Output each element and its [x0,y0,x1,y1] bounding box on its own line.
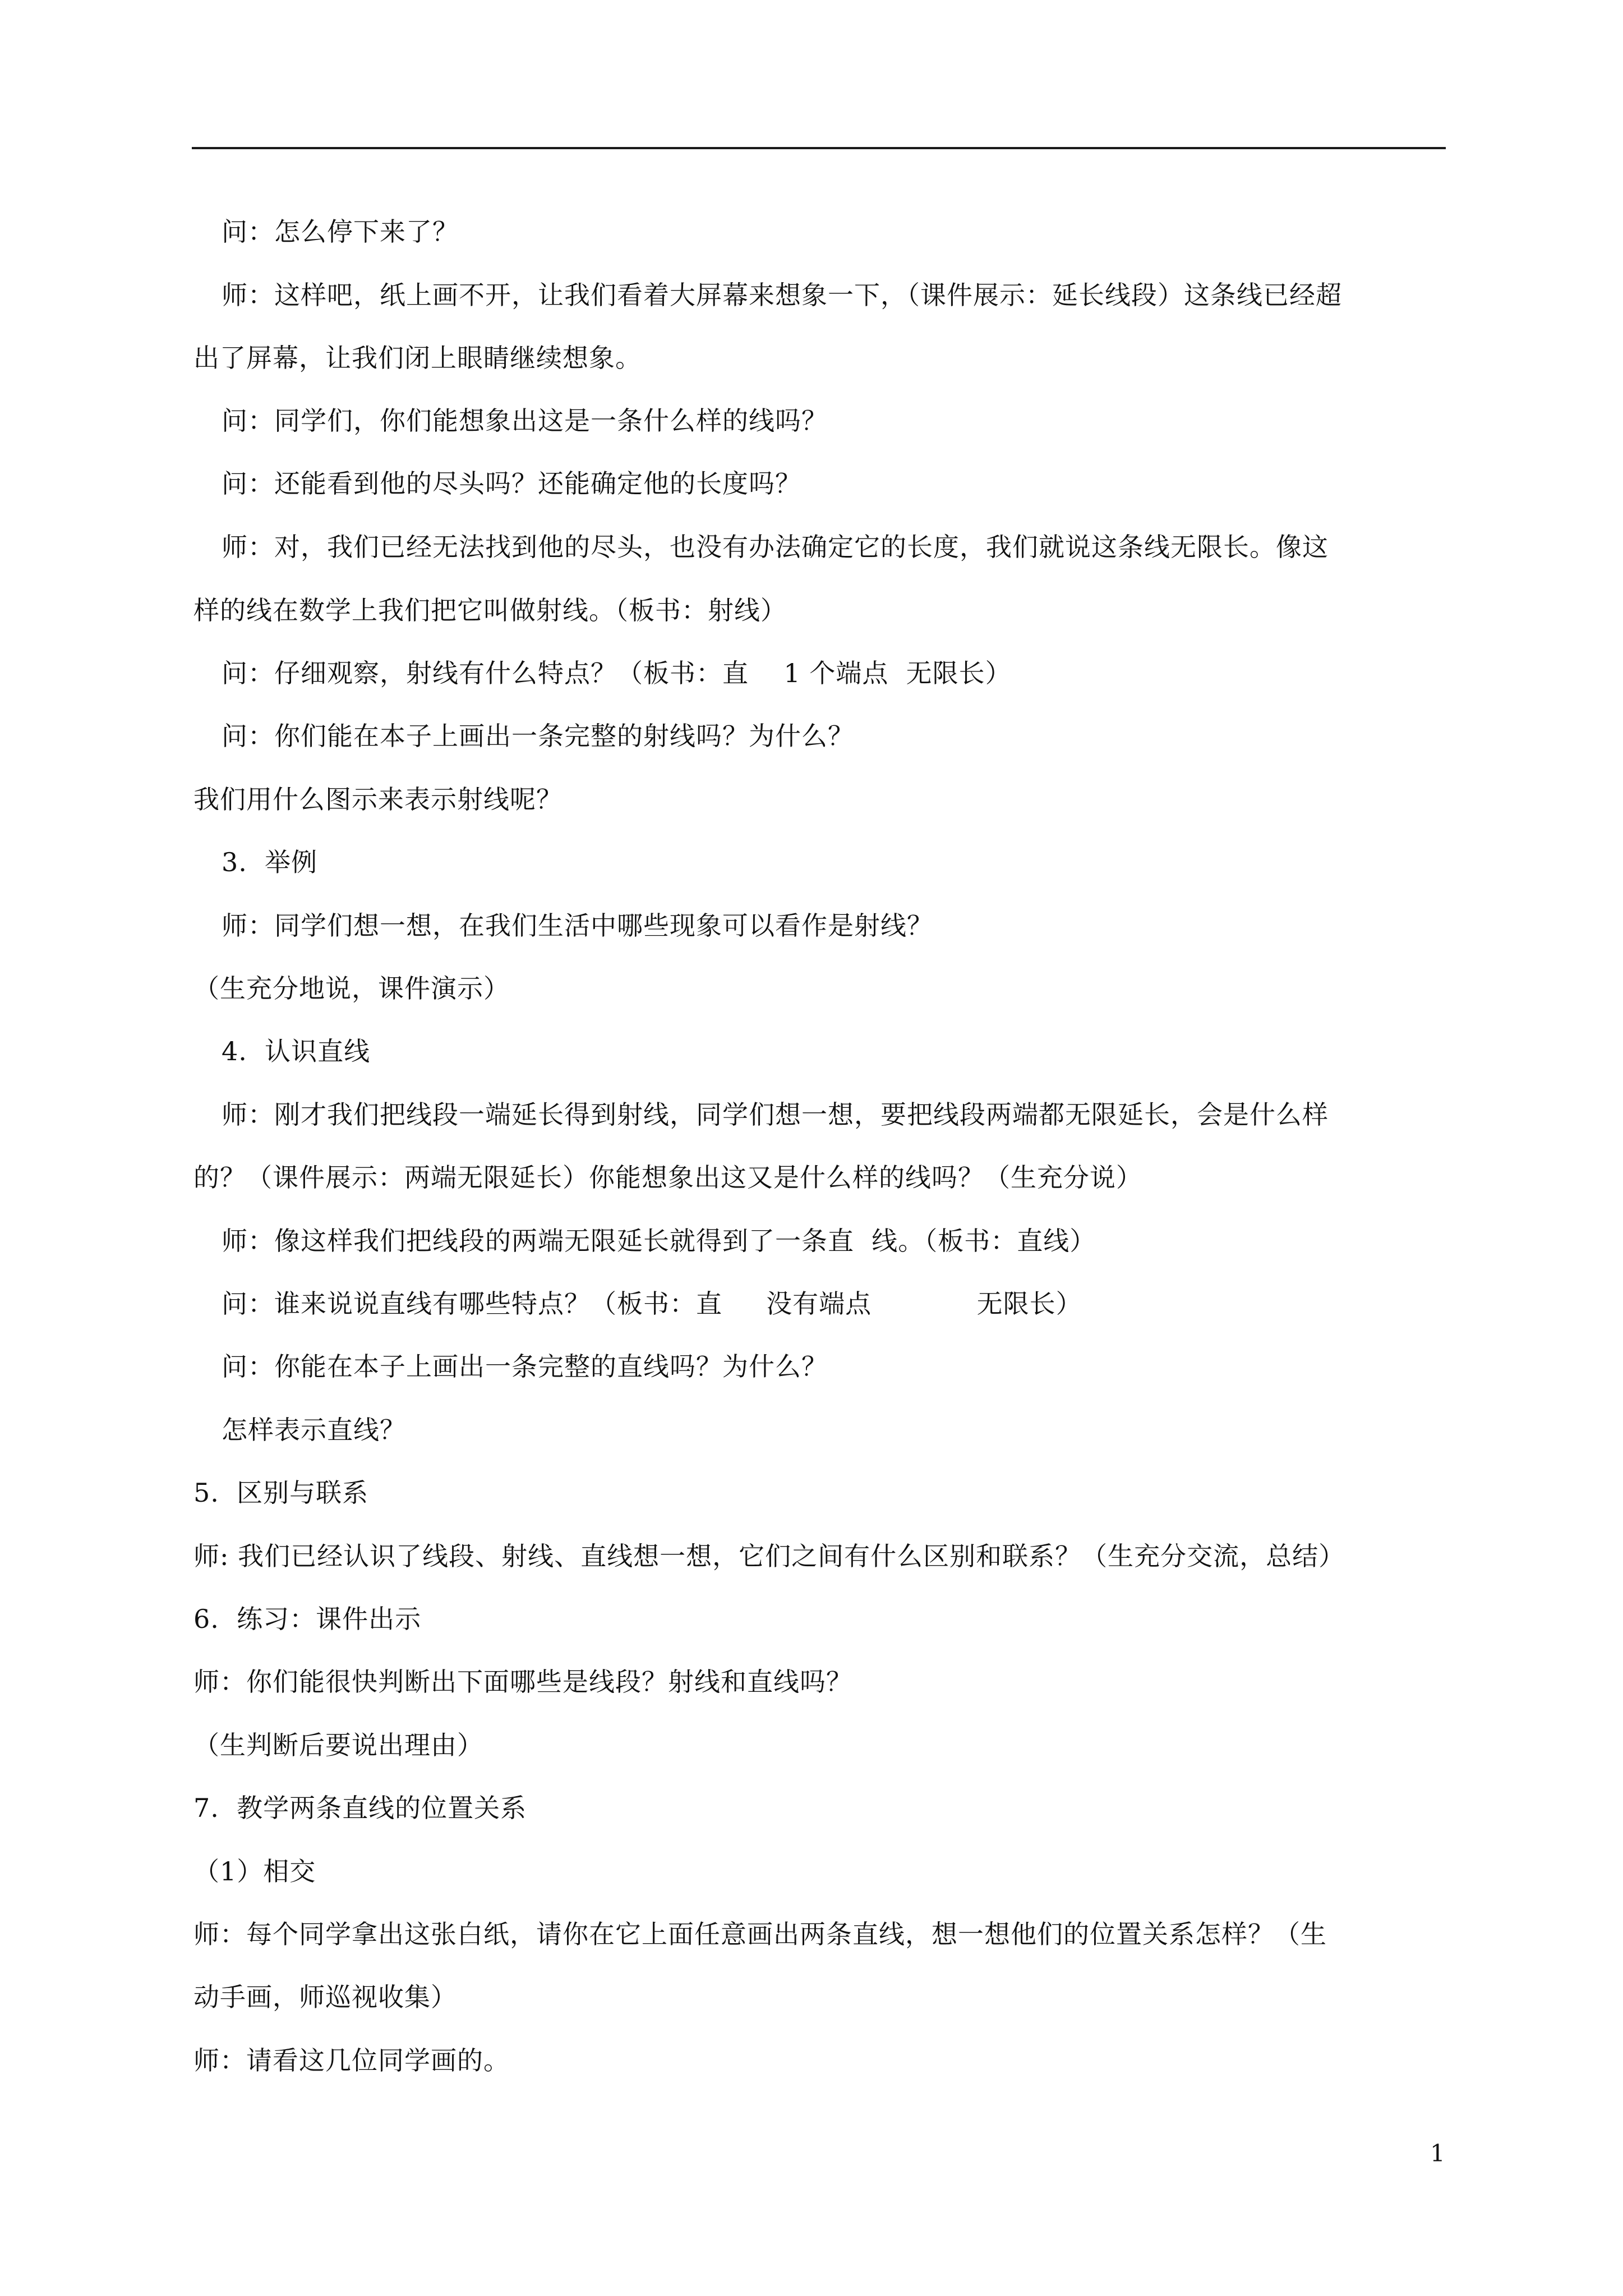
header-rule [192,147,1446,149]
text-line: （生判断后要说出理由） [193,1730,483,1760]
text-line: 问：同学们，你们能想象出这是一条什么样的线吗？ [222,406,828,436]
text-line: 我们用什么图示来表示射线呢？ [193,784,562,815]
text-line: 师：请看这几位同学画的。 [193,2045,510,2076]
section-heading: 7. 教学两条直线的位置关系 [193,1793,527,1823]
text-line: 师：刚才我们把线段一端延长得到射线，同学们想一想，要把线段两端都无限延长，会是什么样 [222,1099,1329,1130]
text-line: 师：像这样我们把线段的两端无限延长就得到了一条直 线。（板书：直线） [222,1226,1096,1256]
text-line: （生充分地说，课件演示） [193,973,510,1004]
text-line: 怎样表示直线？ [222,1415,406,1445]
text-line: 问：你们能在本子上画出一条完整的射线吗？为什么？ [222,721,854,751]
text-line: 问：你能在本子上画出一条完整的直线吗？为什么？ [222,1351,828,1382]
subsection-heading: （1）相交 [193,1856,316,1887]
text-line: 师: 我们已经认识了线段、射线、直线想一想，它们之间有什么区别和联系？（生充分交流，总结） [193,1541,1345,1571]
section-heading: 5. 区别与联系 [193,1478,369,1508]
text-line: 出了屏幕，让我们闭上眼睛继续想象。 [193,343,642,373]
text-line: 的？（课件展示：两端无限延长）你能想象出这又是什么样的线吗？（生充分说） [193,1162,1142,1193]
text-line: 问：还能看到他的尽头吗？还能确定他的长度吗？ [222,468,801,499]
text-line: 师：同学们想一想，在我们生活中哪些现象可以看作是射线？ [222,910,933,941]
section-heading: 4. 认识直线 [222,1036,371,1066]
text-line: 师：你们能很快判断出下面哪些是线段？射线和直线吗？ [193,1667,852,1697]
text-line: 师：对，我们已经无法找到他的尽头，也没有办法确定它的长度，我们就说这条线无限长。像这 [222,532,1329,562]
text-line: 问：怎么停下来了？ [222,217,459,247]
text-line: 问：谁来说说直线有哪些特点？（板书：直 没有端点 无限长） [222,1289,1082,1319]
text-line: 问：仔细观察，射线有什么特点？（板书：直 1 个端点 无限长） [222,658,1012,688]
section-heading: 6. 练习：课件出示 [193,1604,422,1634]
text-line: 样的线在数学上我们把它叫做射线。（板书：射线） [193,595,787,625]
text-line: 动手画，师巡视收集） [193,1982,457,2012]
section-heading: 3. 举例 [222,847,318,877]
text-line: 师：这样吧，纸上画不开，让我们看着大屏幕来想象一下，（课件展示：延长线段）这条线已经超 [222,280,1342,310]
text-line: 师：每个同学拿出这张白纸，请你在它上面任意画出两条直线，想一想他们的位置关系怎样？（生 [193,1919,1327,1949]
page-number: 1 [1430,2139,1445,2167]
